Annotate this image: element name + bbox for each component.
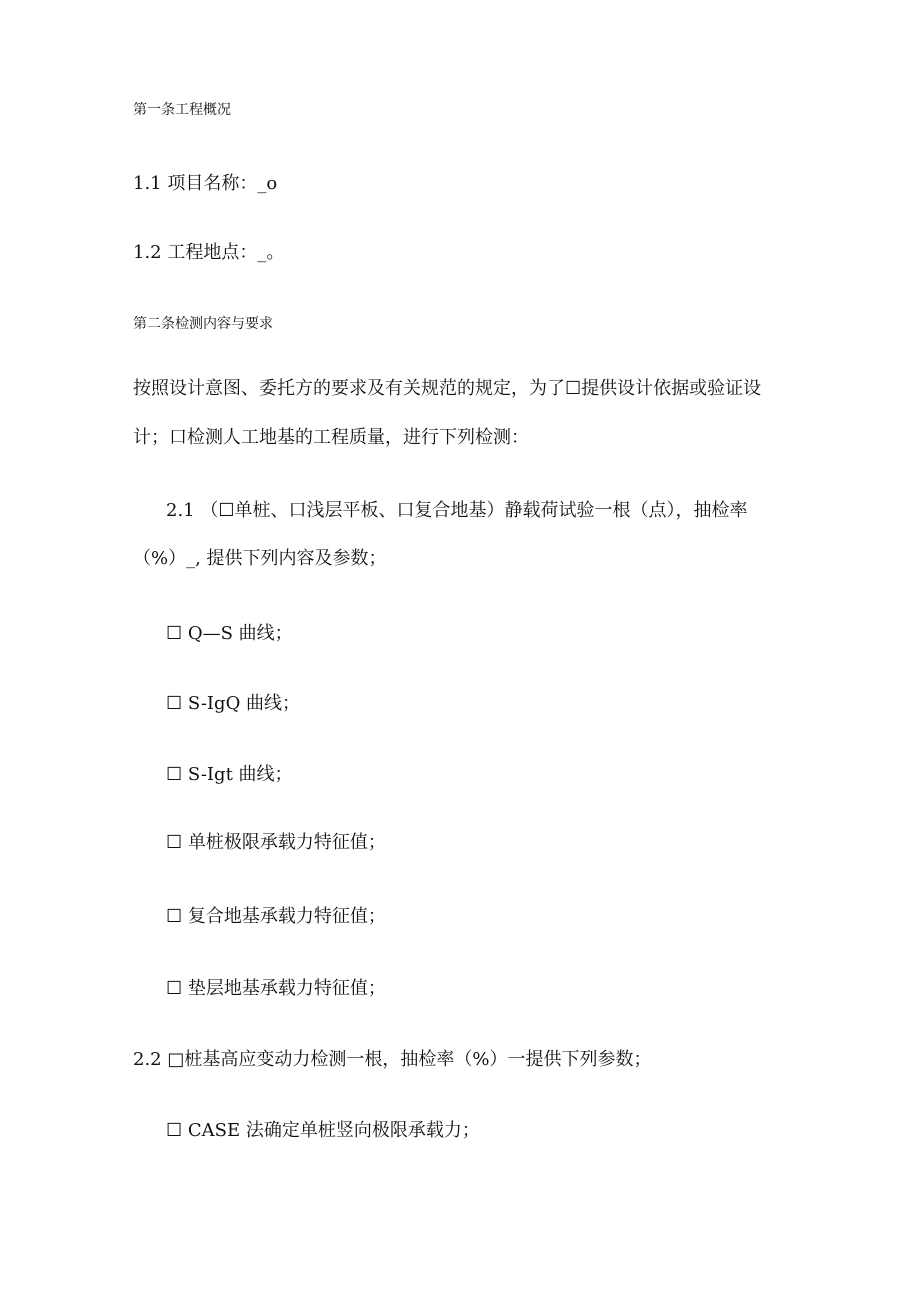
static-load-test-line-2: （%）_, 提供下列内容及参数； <box>133 548 387 569</box>
checklist-item-qs-curve: ☐ Q—S 曲线； <box>166 623 293 644</box>
checklist-item-s-lgq-curve: ☐ S-IgQ 曲线； <box>166 693 301 714</box>
checklist-item-composite-foundation-capacity: ☐ 复合地基承载力特征值； <box>166 906 386 927</box>
requirements-paragraph-line-1: 按照设计意图、委托方的要求及有关规范的规定，为了☐提供设计依据或验证设 <box>133 378 762 399</box>
section1-title: 第一条工程概况 <box>133 102 231 118</box>
case-method-item: ☐ CASE 法确定单桩竖向极限承载力； <box>166 1120 480 1141</box>
section2-title: 第二条检测内容与要求 <box>133 316 273 332</box>
checklist-item-cushion-foundation-capacity: ☐ 垫层地基承载力特征值； <box>166 978 386 999</box>
static-load-test-line-1: 2.1 （☐单桩、口浅层平板、口复合地基）静载荷试验一根（点），抽检率 <box>166 500 748 521</box>
project-name-line: 1.1 项目名称：_o <box>133 173 278 194</box>
requirements-paragraph-line-2: 计；口检测人工地基的工程质量，进行下列检测： <box>133 427 529 448</box>
high-strain-test-line: 2.2 □桩基高应变动力检测一根，抽检率（%）一提供下列参数； <box>133 1049 652 1070</box>
checklist-item-s-lgt-curve: ☐ S-Igt 曲线； <box>166 764 293 785</box>
project-location-line: 1.2 工程地点：_。 <box>133 242 285 263</box>
checklist-item-single-pile-capacity: ☐ 单桩极限承载力特征值； <box>166 832 386 853</box>
